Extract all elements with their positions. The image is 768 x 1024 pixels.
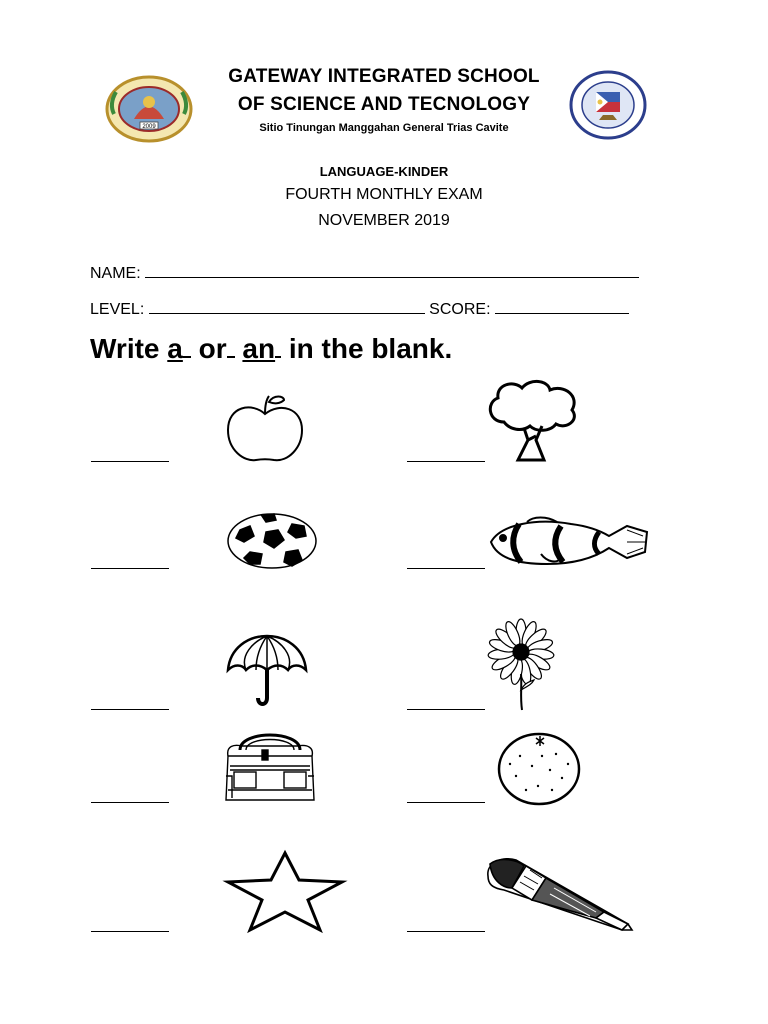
ball-picture xyxy=(226,512,318,570)
level-score-field xyxy=(90,299,629,319)
name-blank[interactable] xyxy=(145,263,639,278)
instruction-option-an: an xyxy=(242,333,276,364)
school-address: Sitio Tinungan Manggahan General Trias Cavite xyxy=(259,122,509,134)
level-blank[interactable] xyxy=(149,299,425,314)
instruction-connector: or xyxy=(198,333,227,364)
answer-blank-bag[interactable] xyxy=(91,802,169,803)
instruction-gap xyxy=(227,334,235,358)
answer-blank-star[interactable] xyxy=(91,931,169,932)
exam-date: NOVEMBER 2019 xyxy=(318,212,450,229)
eraser-picture xyxy=(484,854,636,932)
answer-blank-eraser[interactable] xyxy=(407,931,485,932)
score-label: SCORE: xyxy=(429,301,491,318)
answer-blank-fish[interactable] xyxy=(407,568,485,569)
instruction-gap xyxy=(275,334,281,358)
fish-picture xyxy=(487,514,651,570)
apple-picture xyxy=(222,392,308,464)
orange-picture xyxy=(496,732,582,806)
level-label: LEVEL: xyxy=(90,301,145,318)
answer-blank-flower[interactable] xyxy=(407,709,485,710)
instruction-option-a: a xyxy=(167,333,183,364)
svg-text:2009: 2009 xyxy=(142,124,156,130)
answer-blank-tree[interactable] xyxy=(407,461,485,462)
instruction-rest: in the blank. xyxy=(288,333,453,364)
flower-picture xyxy=(484,620,558,710)
exam-subject: LANGUAGE-KINDER xyxy=(319,164,449,179)
bag-picture xyxy=(222,726,318,804)
instruction-word: Write xyxy=(90,333,160,364)
answer-blank-umbrella[interactable] xyxy=(91,709,169,710)
exam-title: FOURTH MONTHLY EXAM xyxy=(285,186,483,203)
star-picture xyxy=(224,850,346,932)
school-name-line2: OF SCIENCE AND TECNOLOGY xyxy=(237,94,531,115)
school-name-line1: GATEWAY INTEGRATED SCHOOL xyxy=(228,66,540,87)
umbrella-picture xyxy=(224,632,310,708)
name-label: NAME: xyxy=(90,265,141,282)
answer-blank-ball[interactable] xyxy=(91,568,169,569)
answer-blank-orange[interactable] xyxy=(407,802,485,803)
instruction xyxy=(90,333,452,365)
instruction-gap xyxy=(183,334,191,358)
name-field xyxy=(90,263,639,283)
answer-blank-apple[interactable] xyxy=(91,461,169,462)
tree-picture xyxy=(484,378,582,464)
score-blank[interactable] xyxy=(495,299,629,314)
